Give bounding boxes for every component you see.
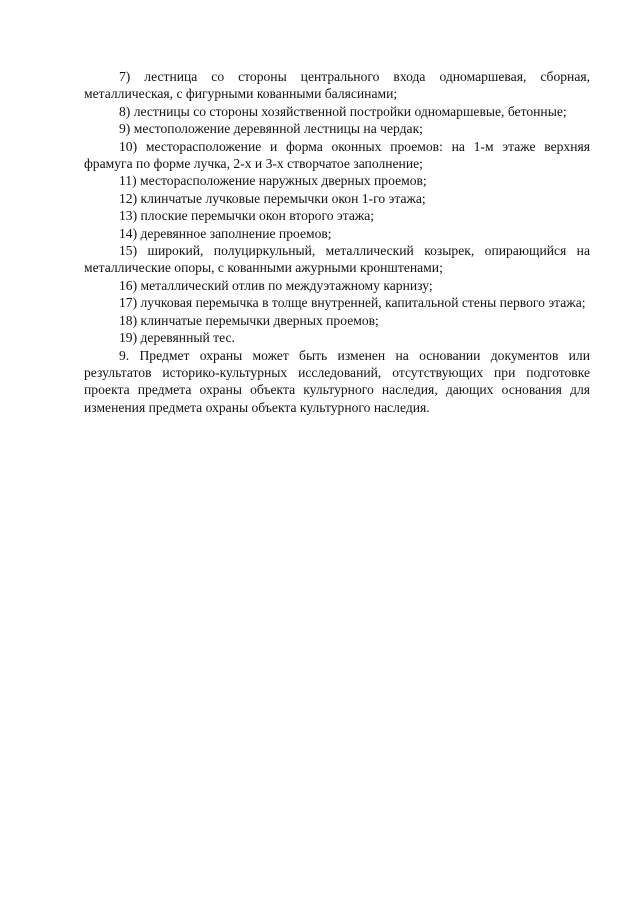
clause-9: 9. Предмет охраны может быть изменен на основании документов или результатов историко-культурных исследований, отсутствующих при подготовке проекта предмета охраны объекта культурного наследия, дающих основания для изменения предмета охраны объекта культурного наследия. bbox=[84, 347, 590, 415]
list-item-7: 7) лестница со стороны центрального входа одномаршевая, сборная, металлическая, с фигурными кованными балясинами; bbox=[84, 69, 590, 102]
list-item-18: 18) клинчатые перемычки дверных проемов; bbox=[119, 312, 379, 328]
list-item-9: 9) местоположение деревянной лестницы на чердак; bbox=[119, 121, 423, 137]
list-item-16: 16) металлический отлив по междуэтажному карнизу; bbox=[119, 277, 433, 293]
list-item-13: 13) плоские перемычки окон второго этажа; bbox=[119, 208, 375, 224]
list-item-17: 17) лучковая перемычка в толще внутренней, капитальной стены первого этажа; bbox=[119, 295, 586, 311]
list-item-10: 10) месторасположение и форма оконных проемов: на 1-м этаже верхняя фрамуга по форме лучка, 2-х и 3-х створчатое заполнение; bbox=[84, 138, 590, 172]
list-item-8: 8) лестницы со стороны хозяйственной постройки одномаршевые, бетонные; bbox=[119, 103, 567, 119]
list-item-14: 14) деревянное заполнение проемов; bbox=[119, 225, 332, 241]
list-item-12: 12) клинчатые лучковые перемычки окон 1-го этажа; bbox=[119, 190, 426, 206]
list-item-19: 19) деревянный тес. bbox=[119, 330, 235, 346]
list-item-15: 15) широкий, полуциркульный, металлический козырек, опирающийся на металлические опоры, с кованными ажурными кронштенами; bbox=[84, 243, 590, 276]
list-item-11: 11) месторасположение наружных дверных проемов; bbox=[119, 173, 427, 189]
document-body bbox=[84, 68, 590, 416]
